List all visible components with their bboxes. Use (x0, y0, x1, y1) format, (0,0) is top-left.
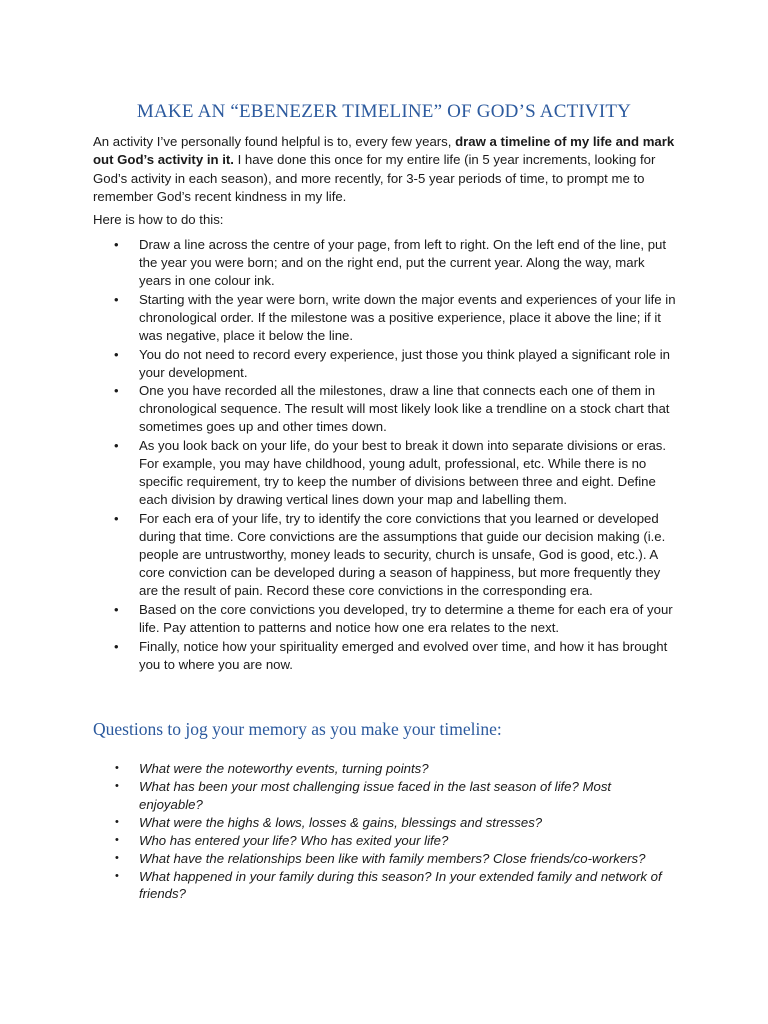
list-item (93, 382, 678, 436)
list-item (93, 638, 678, 674)
bullet-icon: • (115, 869, 119, 882)
step-text: Starting with the year were born, write down the major events and experiences of your life in chronological order. If the milestone was a positive experience, place it above the line; if it was negative, place it below the line. (139, 291, 676, 343)
bullet-icon: • (114, 438, 119, 454)
list-item (93, 868, 678, 903)
questions-list (93, 760, 678, 903)
list-item (93, 601, 678, 637)
step-text: One you have recorded all the milestones, draw a line that connects each one of them in chronological sequence. The result will most likely look like a trendline on a stock chart that sometimes goes up and other times down. (139, 383, 670, 435)
list-item (93, 437, 678, 509)
step-text: For each era of your life, try to identify the core convictions that you learned or developed during that time. Core convictions are the assumptions that guide our decision making (i.e. people are untrustworthy, money leads to security, church is unsafe, God is good, etc.). A core conviction can be developed during a season of happiness, but more frequently they are the result of pain. Record these core convictions in the corresponding era. (139, 510, 666, 598)
list-item (93, 760, 678, 778)
step-text: Based on the core convictions you developed, try to determine a theme for each era of your life. Pay attention to patterns and notice how one era relates to the next. (139, 601, 673, 635)
step-text: Draw a line across the centre of your page, from left to right. On the left end of the line, put the year you were born; and on the right end, put the current year. Along the way, mark years in one colour ink. (139, 237, 667, 288)
list-item (93, 510, 678, 600)
list-item (93, 850, 678, 868)
bullet-icon: • (114, 237, 119, 252)
bullet-icon: • (114, 346, 119, 362)
list-item (93, 236, 678, 290)
question-text: What happened in your family during this season? In your extended family and network of friends? (139, 868, 662, 902)
bullet-icon: • (114, 291, 119, 307)
document-title: MAKE AN “EBENEZER TIMELINE” OF GOD’S ACTIVITY (136, 101, 632, 122)
bullet-icon: • (115, 779, 119, 792)
question-text: What have the relationships been like with family members? Close friends/co-workers? (139, 850, 646, 866)
bullet-icon: • (114, 510, 119, 526)
question-text: Who has entered your life? Who has exited your life? (139, 832, 449, 848)
intro-text-end: I have done this once for my entire life (in 5 year increments, looking for God’s activity in each season), and more recently, for 3-5 year periods of time, to prompt me to remember God’s recent kindness in my life. (93, 152, 656, 204)
intro-bold-text: draw a timeline of my life and mark out God’s activity in it. (93, 134, 675, 168)
list-item (93, 814, 678, 832)
howto-label: Here is how to do this: (93, 212, 224, 227)
bullet-icon: • (115, 833, 119, 846)
bullet-icon: • (115, 815, 119, 828)
bullet-icon: • (114, 383, 119, 399)
bullet-icon: • (115, 762, 119, 774)
list-item (93, 778, 678, 813)
step-text: Finally, notice how your spirituality emerged and evolved over time, and how it has brought you to where you are now. (139, 638, 668, 672)
question-text: What were the highs & lows, losses & gains, blessings and stresses? (139, 814, 543, 830)
list-item (93, 346, 678, 382)
list-item (93, 832, 678, 850)
questions-heading: Questions to jog your memory as you make your timeline: (93, 719, 502, 739)
bullet-icon: • (115, 851, 119, 864)
intro-paragraph (93, 133, 678, 206)
list-item (93, 291, 678, 345)
step-text: As you look back on your life, do your best to break it down into separate divisions or eras. For example, you may have childhood, young adult, professional, etc. While there is no specific requirement, try to keep the number of divisions between three and eight. Define each division by drawing vertical lines down your map and labelling them. (139, 438, 667, 508)
bullet-icon: • (114, 638, 119, 654)
steps-list (93, 236, 678, 674)
question-text: What has been your most challenging issue faced in the last season of life? Most enjoyable? (139, 778, 612, 812)
question-text: What were the noteworthy events, turning points? (139, 761, 429, 776)
intro-text-start: An activity I’ve personally found helpful is to, every few years, (93, 134, 456, 149)
step-text: You do not need to record every experience, just those you think played a significant role in your development. (139, 346, 671, 380)
bullet-icon: • (114, 601, 119, 617)
